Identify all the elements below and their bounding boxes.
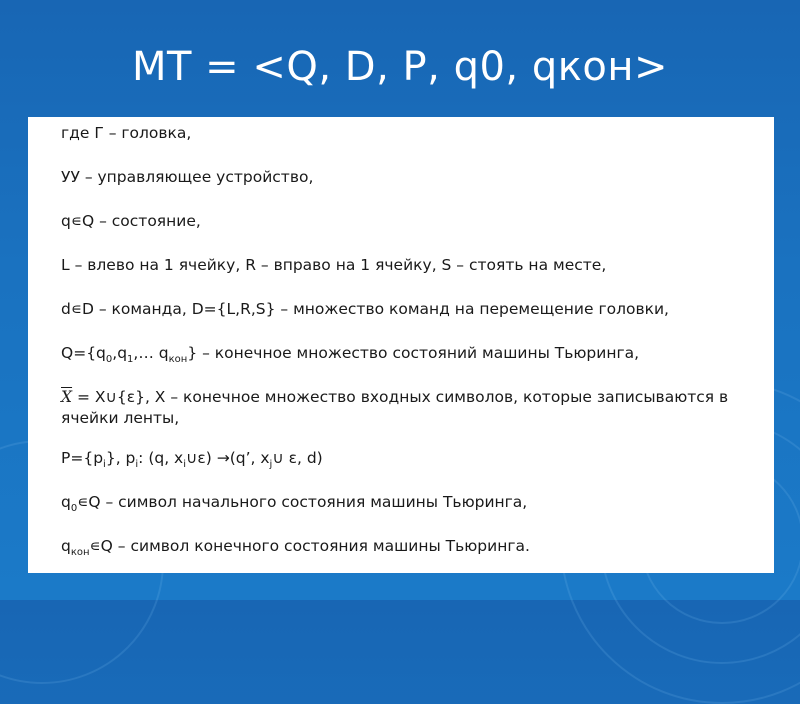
text-segment: }, p: [105, 449, 136, 467]
text-segment: ,q: [112, 344, 128, 362]
text-segment: q: [61, 493, 71, 511]
text-segment: ∊Q – символ начального состояния машины Тьюринга,: [77, 493, 528, 511]
subscript: i: [135, 459, 139, 471]
text-line: L – влево на 1 ячейку, R – вправо на 1 ячейку, S – стоять на месте,: [61, 256, 607, 274]
text-line: [61, 448, 764, 469]
text-line: УУ – управляющее устройство,: [61, 168, 314, 186]
text-line: q∊Q – состояние,: [61, 212, 201, 230]
text-line: где Г – головка,: [61, 124, 192, 142]
subscript: i: [183, 459, 187, 471]
text-segment: ∪ε) →(q’, x: [186, 449, 270, 467]
text-line: [61, 492, 764, 513]
subscript: 0: [105, 354, 113, 366]
subscript: j: [269, 459, 273, 471]
text-segment: ∪ ε, d): [272, 449, 323, 467]
text-line: [61, 343, 764, 364]
text-segment: ,… q: [133, 344, 169, 362]
text-segment: q: [61, 537, 71, 555]
text-line: d∊D – команда, D={L,R,S} – множество команд на перемещение головки,: [61, 300, 669, 318]
subscript: i: [103, 459, 106, 471]
text-segment: ∊Q – символ конечного состояния машины Тьюринга.: [89, 537, 530, 555]
text-line: [61, 536, 764, 557]
text-segment: = X∪{ε}, X – конечное множество входных символов, которые записываются в ячейки ленты,: [61, 388, 729, 427]
text-segment: P={p: [61, 449, 104, 467]
subscript: кон: [168, 354, 188, 366]
text-line: [61, 387, 764, 429]
subscript: 1: [127, 354, 134, 366]
text-segment: Q={q: [61, 344, 106, 362]
text-segment: : (q, x: [138, 449, 184, 467]
subscript: кон: [70, 547, 90, 559]
content-panel: [28, 117, 774, 573]
slide-title: МТ = <Q, D, P, q0, qкон>: [131, 44, 669, 90]
text-segment: } – конечное множество состояний машины Тьюринга,: [187, 344, 640, 362]
overlined-x: $\overline{X}$: [61, 388, 73, 406]
subscript: 0: [70, 503, 78, 515]
